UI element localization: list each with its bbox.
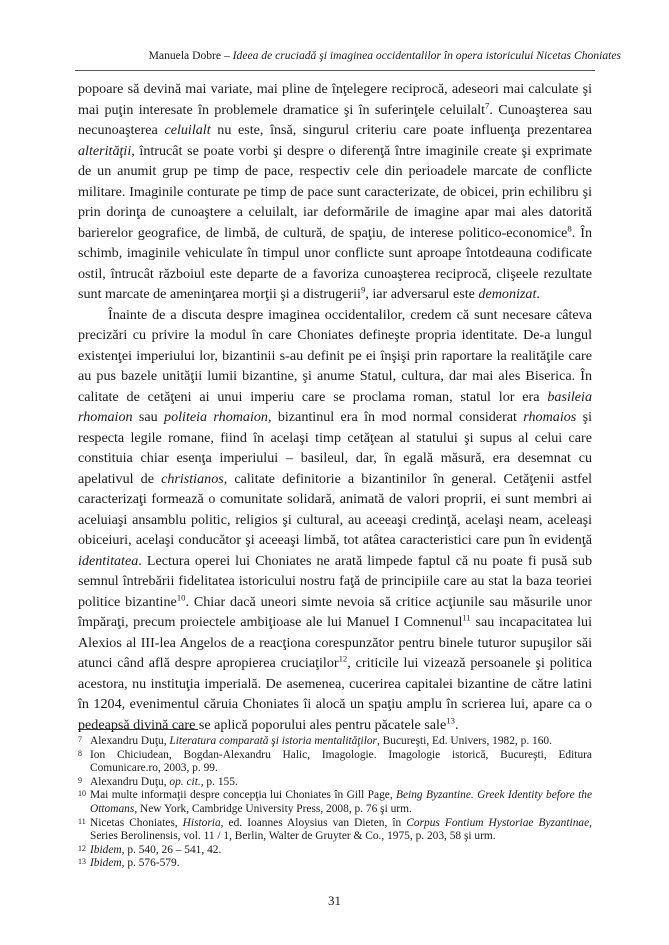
text-run: , întrucât se poate vorbi şi despre o diferenţă între imaginile create şi exprimate de un anumit grup pe timp de pace, respectiv cele din perioadele marcate de conflicte militare. Imaginile conturate pe timp de pace sunt caracterizate, de obicei, prin echilibru şi prin dorinţa de cunoaştere a celuilalt, iar deformările de imagine apar mai ales datorită barierelor geografice, de limbă, de cultură, de spaţiu, de interese politico-economice bbox=[78, 142, 592, 241]
footnote-number: 12 bbox=[78, 843, 86, 853]
text-run: nu este, însă, singurul criteriu care poate influenţa prezentarea bbox=[210, 122, 592, 138]
text-run: Mai multe informaţii despre concepţia lui Choniates în Gill Page, bbox=[90, 789, 397, 802]
footnote bbox=[78, 776, 592, 790]
text-run: , Series Berolinensis, vol. 11 / 1, Berlin, Walter de Gruyter & Co., 1975, p. 203, 58 şi urm. bbox=[90, 816, 592, 843]
text-run: , Bucureşti, Ed. Univers, 1982, p. 160. bbox=[377, 735, 552, 747]
italic-term: Ibidem bbox=[90, 857, 122, 870]
text-run: , bizantinul era în mod normal considerat bbox=[267, 409, 524, 425]
running-head-separator: – bbox=[221, 49, 233, 62]
italic-term: Corpus Fontium Hystoriae Byzantinae bbox=[406, 816, 590, 829]
footnote-ref: 12 bbox=[338, 653, 348, 664]
footnote bbox=[78, 735, 592, 749]
footnote bbox=[78, 817, 592, 844]
italic-term: identitatea bbox=[78, 552, 139, 569]
text-run: sau bbox=[132, 409, 165, 425]
footnote-ref: 7 bbox=[485, 99, 490, 110]
running-head bbox=[0, 49, 621, 63]
text-run: . bbox=[536, 286, 540, 302]
footnote-number: 13 bbox=[78, 857, 86, 867]
italic-term: rhomaios bbox=[523, 409, 577, 425]
text-run: , iar adversarul este bbox=[365, 286, 479, 302]
footnote bbox=[78, 844, 592, 858]
footnote-ref: 11 bbox=[462, 612, 471, 623]
text-run: sau incapacitatea lui Alexios al III-lea Angelos de a reacţiona corespunzător pentru binele tuturor supuşilor săi atunci când află despre apropierea cruciaţilor bbox=[78, 614, 592, 671]
body-text bbox=[78, 79, 592, 735]
text-run: , criticile lui vizează persoanele şi politica acestora, nu instituţia imperială. De asemenea, cucerirea capitalei bizantine de către latini în 1204, evenimentul căruia Choniates îi alocă un spaţiu amplu în scrierea lui, apare ca o pedeapsă divină care se aplică poporului ales pentru păcatele sale bbox=[78, 655, 592, 733]
footnote bbox=[78, 789, 592, 816]
italic-term: Literatura comparată şi istoria mentalităţilor bbox=[169, 735, 377, 747]
text-run: şi respecta legile romane, fiind în acelaşi timp cetăţean al statului şi supus al celui care constituia chiar esenţa imperiului – basileul, dar, în egală măsură, era desemnat cu apelativul de bbox=[78, 409, 592, 487]
text-run: Nicetas Choniates, bbox=[90, 816, 183, 829]
running-head-title: Ideea de cruciadă şi imaginea occidentalilor în opera istoricului Nicetas Choniates bbox=[232, 49, 621, 62]
running-head-author: Manuela Dobre bbox=[148, 49, 222, 62]
footnote-ref: 10 bbox=[176, 591, 186, 602]
text-run: . Chiar dacă uneori simte nevoia să critice acţiunile sau măsurile unor împăraţi, precum proiectele ambiţioase ale lui Manuel I Comnenul bbox=[78, 593, 592, 630]
footnote-ref: 13 bbox=[446, 714, 455, 725]
footnote-ref: 9 bbox=[360, 284, 366, 295]
italic-term: op. cit. bbox=[169, 775, 201, 788]
text-run: Ion Chiciudean, Bogdan-Alexandru Halic, Imagologie. Imagologie istorică, Bucureşti, Editura Comunicare.ro, 2003, p. 99. bbox=[90, 748, 592, 775]
paragraph-2 bbox=[78, 305, 592, 736]
italic-term: Being Byzantine. Greek Identity before the Ottomans bbox=[90, 789, 593, 815]
footnote-ref: 8 bbox=[567, 222, 572, 233]
text-run: . Lectura operei lui Choniates ne arată limpede faptul că nu poate fi pusă sub semnul întrebării fidelitatea istoricului nostru faţă de principiile care au stat la baza teoriei politice bizantine bbox=[78, 552, 592, 610]
text-run: . bbox=[454, 716, 459, 733]
italic-term: Ibidem bbox=[90, 843, 122, 856]
italic-term: alterităţii bbox=[78, 142, 132, 159]
italic-term: basileia rhomaion bbox=[78, 388, 592, 425]
footnote-rule bbox=[78, 729, 198, 730]
text-run: , New York, Cambridge University Press, 2008, p. 76 şi urm. bbox=[134, 802, 412, 815]
footnote-number: 8 bbox=[78, 748, 82, 758]
footnotes bbox=[78, 735, 592, 871]
page-number: 31 bbox=[328, 893, 341, 908]
text-run: , p. 540, 26 – 541, 42. bbox=[121, 843, 222, 856]
text-run: , calitate definitorie a bizantinilor în general. Cetăţenii astfel caracterizaţi formează o comunitate solidară, animată de valori proprii, ei sunt membri ai aceluiaşi ansamblu politic, religios şi cultural, au aceeaşi credinţă, acelaşi neam, aceleaşi obiceiuri, acelaşi conducător şi aceeaşi limbă, tot atâtea caracteristici care pun în evidenţă bbox=[78, 470, 592, 548]
header-rule bbox=[75, 70, 595, 71]
italic-term: christianos bbox=[161, 470, 224, 487]
footnote-number: 11 bbox=[78, 816, 86, 826]
text-run: Alexandru Duţu, bbox=[90, 735, 170, 747]
text-run: Înainte de a discuta despre imaginea occidentalilor, credem că sunt necesare câteva precizări cu privire la modul în care Choniates defineşte propria identitate. De-a lungul existenţei imperiului lor, bizantinii s-au definit pe ei înşişi prin raportare la realităţile care au pus bazele unităţii lumii bizantine, şi anume Statul, cultura, dar mai ales Biserica. În calitate de cetăţeni ai unui imperiu care se proclama roman, statul lor era bbox=[78, 306, 592, 405]
footnote-number: 9 bbox=[78, 775, 82, 785]
footnote bbox=[78, 749, 592, 776]
text-run: . În schimb, imaginile vehiculate în timpul unor conflicte sunt aproape întotdeauna codificate ostil, întrucât războiul este departe de a favoriza cunoaşterea reciprocă, clişeele rezultate sunt marcate de ameninţarea morţii şi a distrugerii bbox=[78, 224, 592, 302]
text-run: Alexandru Duţu, bbox=[90, 775, 170, 788]
footnote-number: 10 bbox=[78, 789, 86, 799]
text-run: popoare să devină mai variate, mai pline de înţelegere reciprocă, adeseori mai calculate şi mai puţin interesate în problemele dramatice şi în suferinţele celuilalt bbox=[78, 81, 592, 118]
footnote bbox=[78, 857, 592, 871]
paragraph-1 bbox=[78, 79, 592, 305]
footnote-number: 7 bbox=[78, 735, 82, 744]
italic-term: celuilalt bbox=[164, 122, 211, 138]
italic-term: demonizat bbox=[478, 286, 537, 302]
text-run: . Cunoaşterea sau necunoaşterea bbox=[78, 101, 592, 138]
text-run: , p. 576-579. bbox=[121, 857, 180, 870]
text-run: , ed. Ioannes Aloysius van Dieten, în bbox=[220, 816, 407, 829]
italic-term: Historia bbox=[182, 816, 221, 829]
text-run: , p. 155. bbox=[200, 775, 238, 788]
italic-term: politeia rhomaion bbox=[164, 409, 268, 425]
